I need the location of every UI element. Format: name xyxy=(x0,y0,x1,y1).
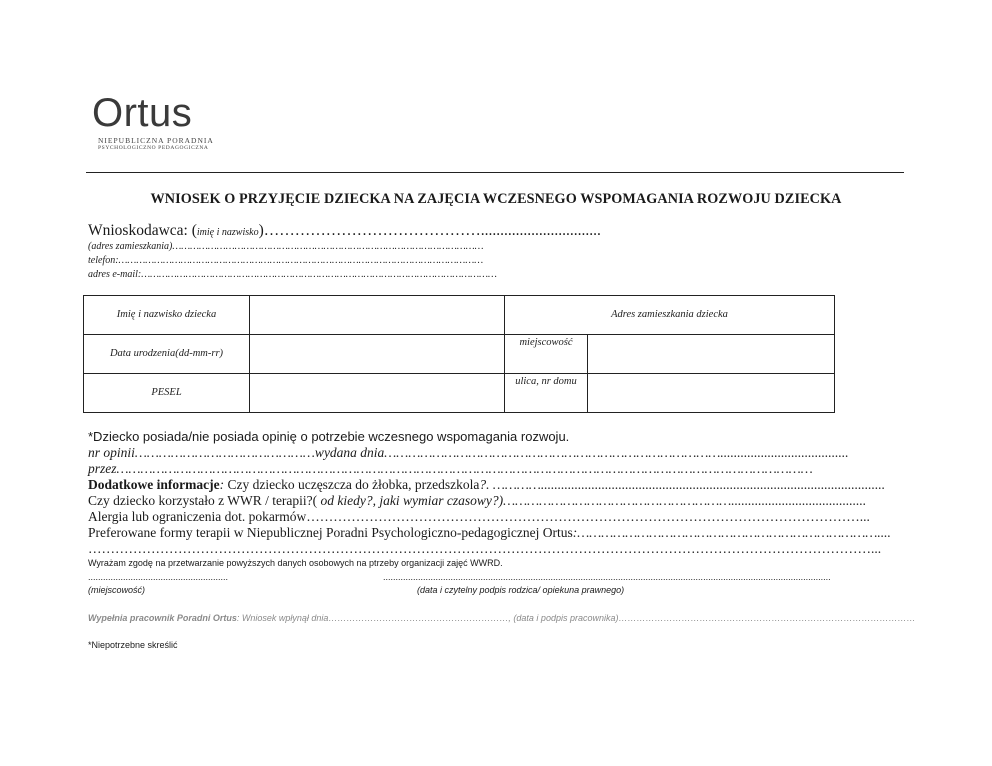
form-title: WNIOSEK O PRZYJĘCIE DZIECKA NA ZAJĘCIA WCZESNEGO WSPOMAGANIA ROZWOJU DZIECKA xyxy=(150,191,842,207)
staff-text: : Wniosek wpłynął dnia……………………………………………………, (data i podpis pracownika)……………………………………………………………………………………… xyxy=(236,613,916,623)
logo-subtitle-1: NIEPUBLICZNA PORADNIA xyxy=(98,136,214,145)
street-label: ulica, nr domu xyxy=(515,376,577,387)
pesel-input[interactable] xyxy=(250,375,503,412)
wwr-question-line[interactable] xyxy=(88,493,866,509)
applicant-label-close: ) xyxy=(258,222,264,239)
allergy-line[interactable]: Alergia lub ograniczenia dot. pokarmów……………………………………………………………………………………………………………... xyxy=(88,509,870,524)
parent-signature-label: (data i czytelny podpis rodzica/ opiekuna prawnego) xyxy=(417,585,625,595)
table-row-divider xyxy=(84,373,504,374)
nursery-question: Czy dziecko uczęszcza do żłobka, przedszkola xyxy=(227,477,480,492)
phone-field[interactable]: telefon:…………………………………………………………………………………………………………… xyxy=(88,255,484,266)
applicant-label: Wnioskodawca: ( xyxy=(88,222,197,239)
locality-label: miejscowość xyxy=(519,337,573,348)
place-label: (miejscowość) xyxy=(88,585,146,595)
footnote: *Niepotrzebne skreślić xyxy=(88,640,178,650)
applicant-hint: imię i nazwisko xyxy=(196,227,259,238)
therapy-preference-line[interactable] xyxy=(88,525,891,541)
locality-input[interactable] xyxy=(589,336,833,372)
opinion-number-line[interactable]: nr opinii………………………………………wydana dnia…………………………………………………………………………...................................... xyxy=(88,445,849,460)
child-name-input[interactable] xyxy=(250,297,503,333)
wwr-hint: od kiedy?, jaki wymiar czasowy?) xyxy=(317,493,504,508)
consent-text: Wyrażam zgodę na przetwarzanie powyższych danych osobowych na ptrzeby organizacji zajęć WWRD. xyxy=(88,558,503,568)
address-field[interactable]: (adres zamieszkania)…………………………………………………………………………………………… xyxy=(88,241,484,252)
therapy-dots: :………………………………………………………………….... xyxy=(572,525,891,540)
opinion-statement[interactable]: *Dziecko posiada/nie posiada opinię o potrzebie wczesnego wspomagania rozwoju. xyxy=(88,429,570,444)
nursery-question-dots: ?. …………...................................................................................................... xyxy=(479,477,886,492)
logo-wordmark: Ortus xyxy=(92,91,193,135)
therapy-continuation-line[interactable]: …………………………………………………………………………………………………………………………………………………………... xyxy=(88,541,882,556)
applicant-dots: ……………………………………............................... xyxy=(263,222,601,239)
parent-signature-field[interactable]: ................................................................................................................................................................................... xyxy=(383,572,831,582)
additional-info-line[interactable] xyxy=(88,477,885,493)
additional-info-label: Dodatkowe informacje xyxy=(88,477,220,492)
child-name-label: Imię i nazwisko dziecka xyxy=(116,309,217,320)
email-field[interactable]: adres e-mail:………………………………………………………………………………………………………… xyxy=(88,269,497,280)
child-address-header: Adres zamieszkania dziecka xyxy=(611,309,728,320)
additional-info-colon: : xyxy=(219,477,228,492)
opinion-issuer-line[interactable]: przez………………………………………………………………………………………………………………………………………………………… xyxy=(88,461,813,476)
birth-date-label: Data urodzenia(dd-mm-rr) xyxy=(109,348,224,359)
staff-label: Wypełnia pracownik Poradni Ortus xyxy=(88,613,237,623)
child-data-table xyxy=(83,295,835,413)
table-row-divider xyxy=(504,334,834,335)
pesel-label: PESEL xyxy=(151,387,182,398)
applicant-line[interactable] xyxy=(88,222,601,240)
logo-subtitle-2: PSYCHOLOGICZNO PEDAGOGICZNA xyxy=(98,145,209,151)
place-signature-field[interactable]: ........................................................ xyxy=(88,572,229,582)
birth-date-input[interactable] xyxy=(250,336,503,372)
staff-section[interactable] xyxy=(88,613,915,623)
wwr-dots: …………………………………………………........................................ xyxy=(503,493,867,508)
wwr-question: Czy dziecko korzystało z WWR / terapii?( xyxy=(88,493,318,508)
header-divider xyxy=(86,172,904,173)
table-row-divider xyxy=(84,334,504,335)
therapy-question: Preferowane formy terapii w Niepublicznej Poradni Psychologiczno-pedagogicznej Ortus xyxy=(88,525,573,540)
table-row-divider xyxy=(504,373,834,374)
street-input[interactable] xyxy=(589,375,833,412)
